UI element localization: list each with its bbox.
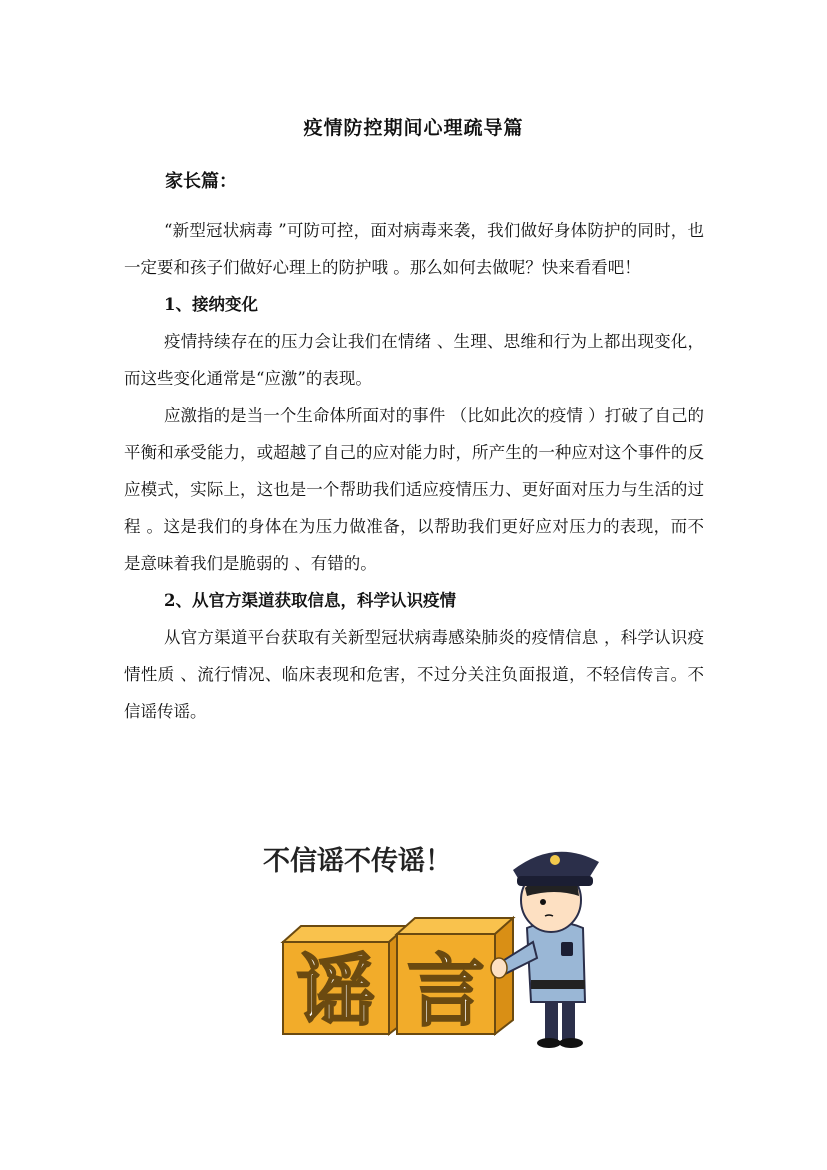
paragraph: 应激指的是当一个生命体所面对的事件 （比如此次的疫情 ）打破了自己的平衡和承受能力，或超越了自己的应对能力时，所产生的一种应对这个事件的反应模式，实际上，这也是一个帮助我们适应疫情压力、更好面对压力与生活的过程 。这是我们的身体在为压力做准备，以帮助我们更好应对压力的表现，而不是意味着我们是脆弱的 、有错的。 bbox=[124, 406, 704, 573]
rumor-char-right: 言 bbox=[406, 947, 486, 1037]
paragraph: 从官方渠道平台获取有关新型冠状病毒感染肺炎的疫情信息 ，科学认识疫情性质 、流行情况、临床表现和危害，不过分关注负面报道，不轻信传言。不信谣传谣。 bbox=[124, 628, 704, 721]
document-body bbox=[124, 212, 704, 730]
intro-paragraph: “新型冠状病毒 ”可防可控，面对病毒来袭，我们做好身体防护的同时，也一定要和孩子们做好心理上的防护哦 。那么如何去做呢？快来看看吧！ bbox=[124, 221, 704, 277]
section-subtitle: 家长篇： bbox=[165, 171, 237, 192]
anti-rumor-illustration bbox=[255, 830, 615, 1055]
section-heading: 2、从官方渠道获取信息，科学认识疫情 bbox=[164, 591, 456, 610]
rumor-box-left bbox=[283, 926, 407, 1037]
page-title: 疫情防控期间心理疏导篇 bbox=[303, 117, 524, 139]
rumor-char-left: 谣 bbox=[296, 947, 376, 1037]
paragraph: 疫情持续存在的压力会让我们在情绪 、生理、思维和行为上都出现变化，而这些变化通常是“应激”的表现。 bbox=[124, 332, 704, 388]
section-heading: 1、接纳变化 bbox=[164, 295, 258, 314]
illustration-caption: 不信谣不传谣！ bbox=[263, 846, 452, 877]
